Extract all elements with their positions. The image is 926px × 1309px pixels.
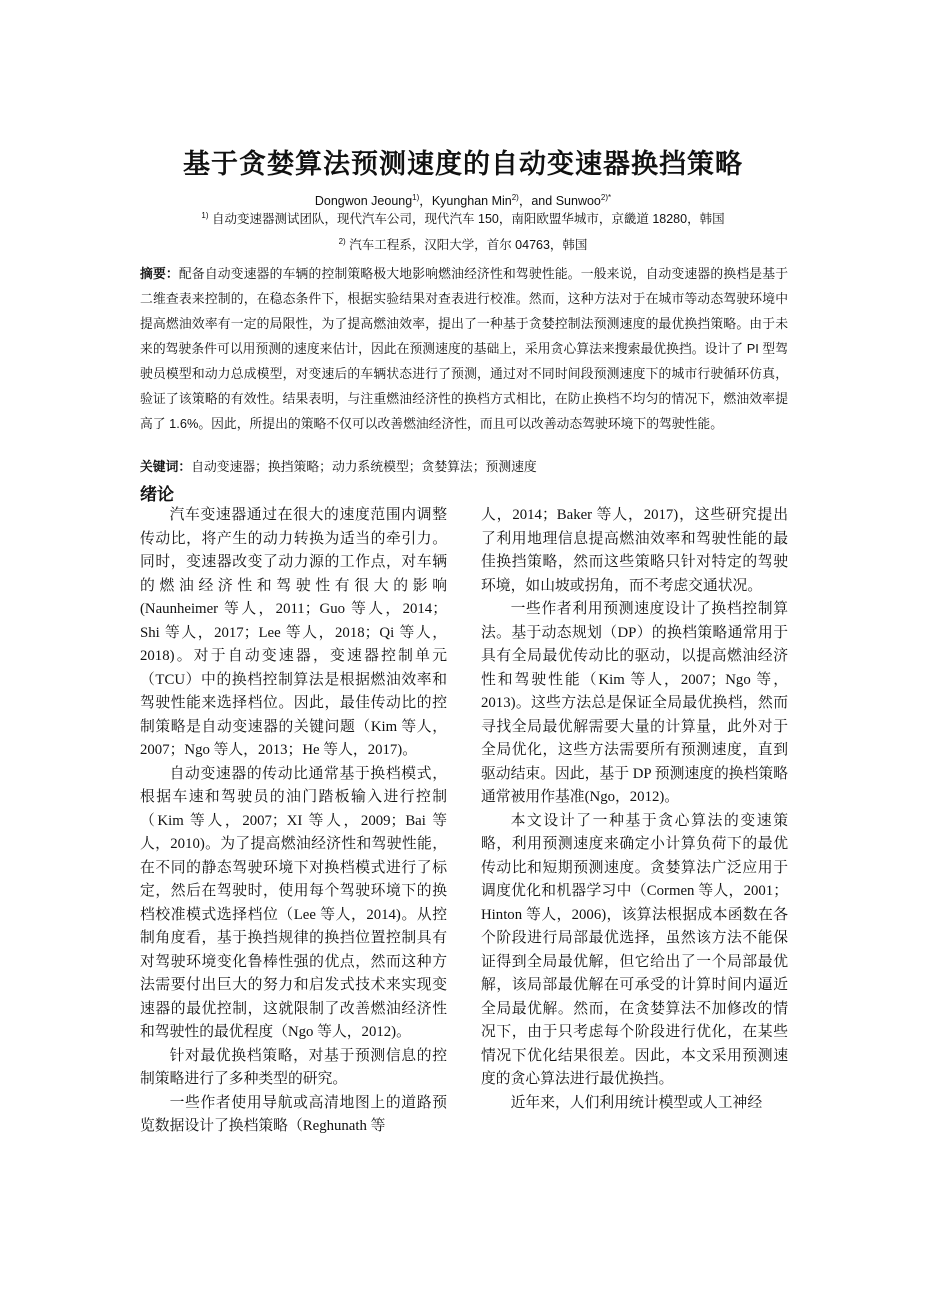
abstract-text: 配备自动变速器的车辆的控制策略极大地影响燃油经济性和驾驶性能。一般来说，自动变速器的换档是基于二维查表来控制的，在稳态条件下，根据实验结果对查表进行校准。然而，这种方法对于在城市等动态驾驶环境中提高燃油效率有一定的局限性，为了提高燃油效率，提出了一种基于贪婪控制法预测速度的最优换挡策略。由于未来的驾驶条件可以用预测的速度来估计，因此在预测速度的基础上，采用贪心算法来搜索最优换挡。设计了 PI 型驾驶员模型和动力总成模型，对变速后的车辆状态进行了预测，通过对不同时间段预测速度下的城市行驶循环仿真，验证了该策略的有效性。结果表明，与注重燃油经济性的换档方式相比，在防止换档不均匀的情况下，燃油效率提高了 1.6%。因此，所提出的策略不仅可以改善燃油经济性，而且可以改善动态驾驶环境下的驾驶性能。 — [140, 266, 789, 431]
paragraph: 近年来，人们利用统计模型或人工神经 — [510, 1094, 763, 1111]
abstract-label: 摘要： — [140, 266, 179, 281]
author-line — [0, 191, 926, 209]
keywords-text: 自动变速器；换挡策略；动力系统模型；贪婪算法；预测速度 — [191, 459, 537, 474]
affiliation-1 — [0, 209, 926, 227]
author-2: Kyunghan Min — [431, 194, 512, 208]
author-1-mark: 1) — [412, 192, 420, 202]
paragraph: 本文设计了一种基于贪心算法的变速策略，利用预测速度来确定小计算负荷下的最优传动比和短期预测速度。贪婪算法广泛应用于调度优化和机器学习中（Cormen 等人，2001；Hinton 等人，2006)，该算法根据成本函数在各个阶段进行局部最优选择，虽然该方法不能保证得到全局最优解，但它给出了一个局部最优解，该局部最优解在可承受的计算时间内逼近全局最优解。然而，在贪婪算法不加修改的情况下，由于只考虑每个阶段进行优化，在某些情况下优化结果很差。因此，本文采用预测速度的贪心算法进行最优换挡。 — [481, 812, 788, 1087]
affiliation-2 — [0, 235, 926, 253]
affiliation-2-mark: 2) — [338, 236, 346, 246]
paragraph: 人，2014；Baker 等人，2017)，这些研究提出了利用地理信息提高燃油效率和驾驶性能的最佳换挡策略，然而这些策略只针对特定的驾驶环境，如山坡或拐角，而不考虑交通状况。 — [481, 507, 788, 594]
right-column — [481, 504, 788, 1115]
affiliation-1-mark: 1) — [201, 210, 209, 220]
author-3: Sunwoo — [555, 194, 601, 208]
author-separator: ，and — [518, 194, 556, 208]
paragraph: 汽车变速器通过在很大的速度范围内调整传动比，将产生的动力转换为适当的牵引力。同时，变速器改变了动力源的工作点，对车辆的燃油经济性和驾驶性有很大的影响(Naunheimer 等人，2011；Guo 等人，2014；Shi 等人，2017；Lee 等人，2018；Qi 等人，2018)。对于自动变速器，变速器控制单元（TCU）中的换档控制算法是根据燃油效率和驾驶性能来选择档位。因此，最佳传动比的控制策略是自动变速器的关键问题（Kim 等人，2007；Ngo 等人，2013；He 等人，2017)。 — [140, 507, 447, 758]
abstract — [140, 261, 788, 436]
author-separator: ， — [419, 194, 432, 208]
keywords-label: 关键词： — [140, 459, 192, 474]
keywords — [140, 456, 788, 478]
paragraph: 一些作者利用预测速度设计了换档控制算法。基于动态规划（DP）的换档策略通常用于具有全局最优传动比的驱动，以提高燃油经济性和驾驶性能（Kim 等人，2007；Ngo 等，2013)。这些方法总是保证全局最优换档，然而寻找全局最优解需要大量的计算量，此外对于全局优化，这些方法需要所有预测速度，直到驱动结束。因此，基于 DP 预测速度的换档策略通常被用作基准(Ngo，2012)。 — [481, 601, 788, 805]
paragraph: 一些作者使用导航或高清地图上的道路预览数据设计了换档策略（Reghunath 等 — [140, 1094, 447, 1134]
author-2-mark: 2) — [511, 192, 519, 202]
affiliation-2-text: 汽车工程系，汉阳大学，首尔 04763，韩国 — [349, 238, 588, 252]
paragraph: 自动变速器的传动比通常基于换档模式，根据车速和驾驶员的油门踏板输入进行控制（Kim 等人，2007；XI 等人，2009；Bai 等人，2010)。为了提高燃油经济性和驾驶性能，在不同的静态驾驶环境下对换档模式进行了标定，然后在驾驶时，使用每个驾驶环境下的换档校准模式选择档位（Lee 等人，2014)。从控制角度看，基于换挡规律的换挡位置控制具有对驾驶环境变化鲁棒性强的优点，然而这种方法需要付出巨大的努力和启发式技术来实现变速器的最优控制，这就限制了改善燃油经济性和驾驶性的最优程度（Ngo 等人，2012)。 — [140, 765, 447, 1040]
left-column — [140, 504, 447, 1139]
author-1: Dongwon Jeoung — [314, 194, 413, 208]
section-heading: 绪论 — [140, 485, 174, 505]
paper-title: 基于贪婪算法预测速度的自动变速器换挡策略 — [183, 149, 743, 180]
author-3-mark: 2)* — [600, 192, 612, 202]
affiliation-1-text: 自动变速器测试团队，现代汽车公司，现代汽车 150，南阳欧盟华城市，京畿道 18280，韩国 — [212, 212, 725, 226]
paragraph: 针对最优换档策略，对基于预测信息的控制策略进行了多种类型的研究。 — [140, 1047, 447, 1087]
